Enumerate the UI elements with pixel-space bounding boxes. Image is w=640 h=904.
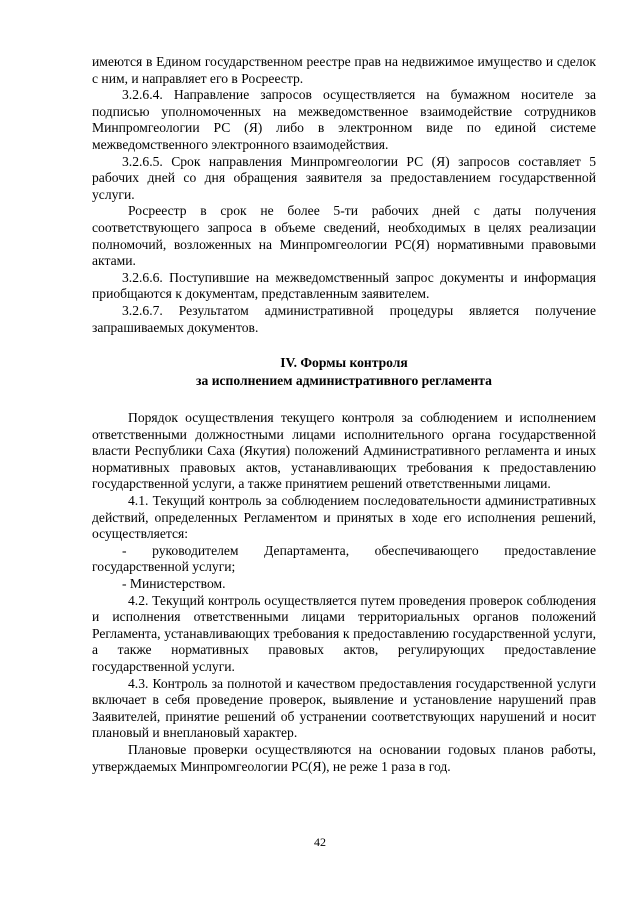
paragraph-3-2-6-4: 3.2.6.4. Направление запросов осуществляется на бумажном носителе за подписью уполномоченных на межведомственное взаимодействие сотрудников Минпромгеологии РС (Я) либо в электронном виде по единой системе межведомственного электронного взаимодействия. [92, 87, 596, 152]
section-heading [92, 354, 596, 390]
page-number: 42 [314, 835, 326, 849]
paragraph-control-order: Порядок осуществления текущего контроля за соблюдением и исполнением ответственными должностными лицами исполнительного органа государственной власти Республики Саха (Якутия) положений Административного регламента и иных нормативных правовых актов, устанавливающих требования к предоставлению государственной услуги, а также принятием решений ответственными лицами. [92, 410, 596, 492]
paragraph-3-2-6-5: 3.2.6.5. Срок направления Минпромгеологии РС (Я) запросов составляет 5 рабочих дней со дня обращения заявителя за предоставлением государственной услуги. [92, 153, 596, 202]
paragraph-3-2-6-6: 3.2.6.6. Поступившие на межведомственный запрос документы и информация приобщаются к документам, представленным заявителем. [92, 269, 596, 302]
list-item-department-head: - руководителем Департамента, обеспечивающего предоставление государственной услуги; [92, 542, 596, 575]
paragraph-4-2: 4.2. Текущий контроль осуществляется путем проведения проверок соблюдения и исполнения ответственными лицами территориальных органов положений Регламента, устанавливающих требования к предоставлению государственной услуги, а также нормативных правовых актов, регулирующих предоставление государственной услуги. [92, 592, 596, 674]
section-heading-line-1: IV. Формы контроля [280, 355, 408, 371]
paragraph-3-2-6-7: 3.2.6.7. Результатом административной процедуры является получение запрашиваемых документов. [92, 302, 596, 335]
section-heading-line-2: за исполнением административного регламента [196, 373, 492, 389]
paragraph-rosreestr: Росреестр в срок не более 5-ти рабочих дней с даты получения соответствующего запроса в объеме сведений, необходимых в целях реализации полномочий, возложенных на Минпромгеологии РС(Я) нормативными правовыми актами. [92, 203, 596, 269]
list-item-ministry: - Министерством. [122, 576, 226, 592]
paragraph-4-3: 4.3. Контроль за полнотой и качеством предоставления государственной услуги включает в себя проведение проверок, выявление и установление нарушений прав Заявителей, принятие решений об устранении соответствующих нарушений и носит плановый и внеплановый характер. [92, 675, 596, 741]
paragraph-4-1: 4.1. Текущий контроль за соблюдением последовательности административных действий, определенных Регламентом и принятых в ходе его исполнения решений, осуществляется: [92, 493, 596, 542]
paragraph-planned-checks: Плановые проверки осуществляются на основании годовых планов работы, утверждаемых Минпромгеологии РС(Я), не реже 1 раза в год. [92, 741, 596, 774]
document-page [92, 54, 596, 775]
paragraph-continuation: имеются в Едином государственном реестре прав на недвижимое имущество и сделок с ним, и направляет его в Росреестр. [92, 54, 596, 86]
